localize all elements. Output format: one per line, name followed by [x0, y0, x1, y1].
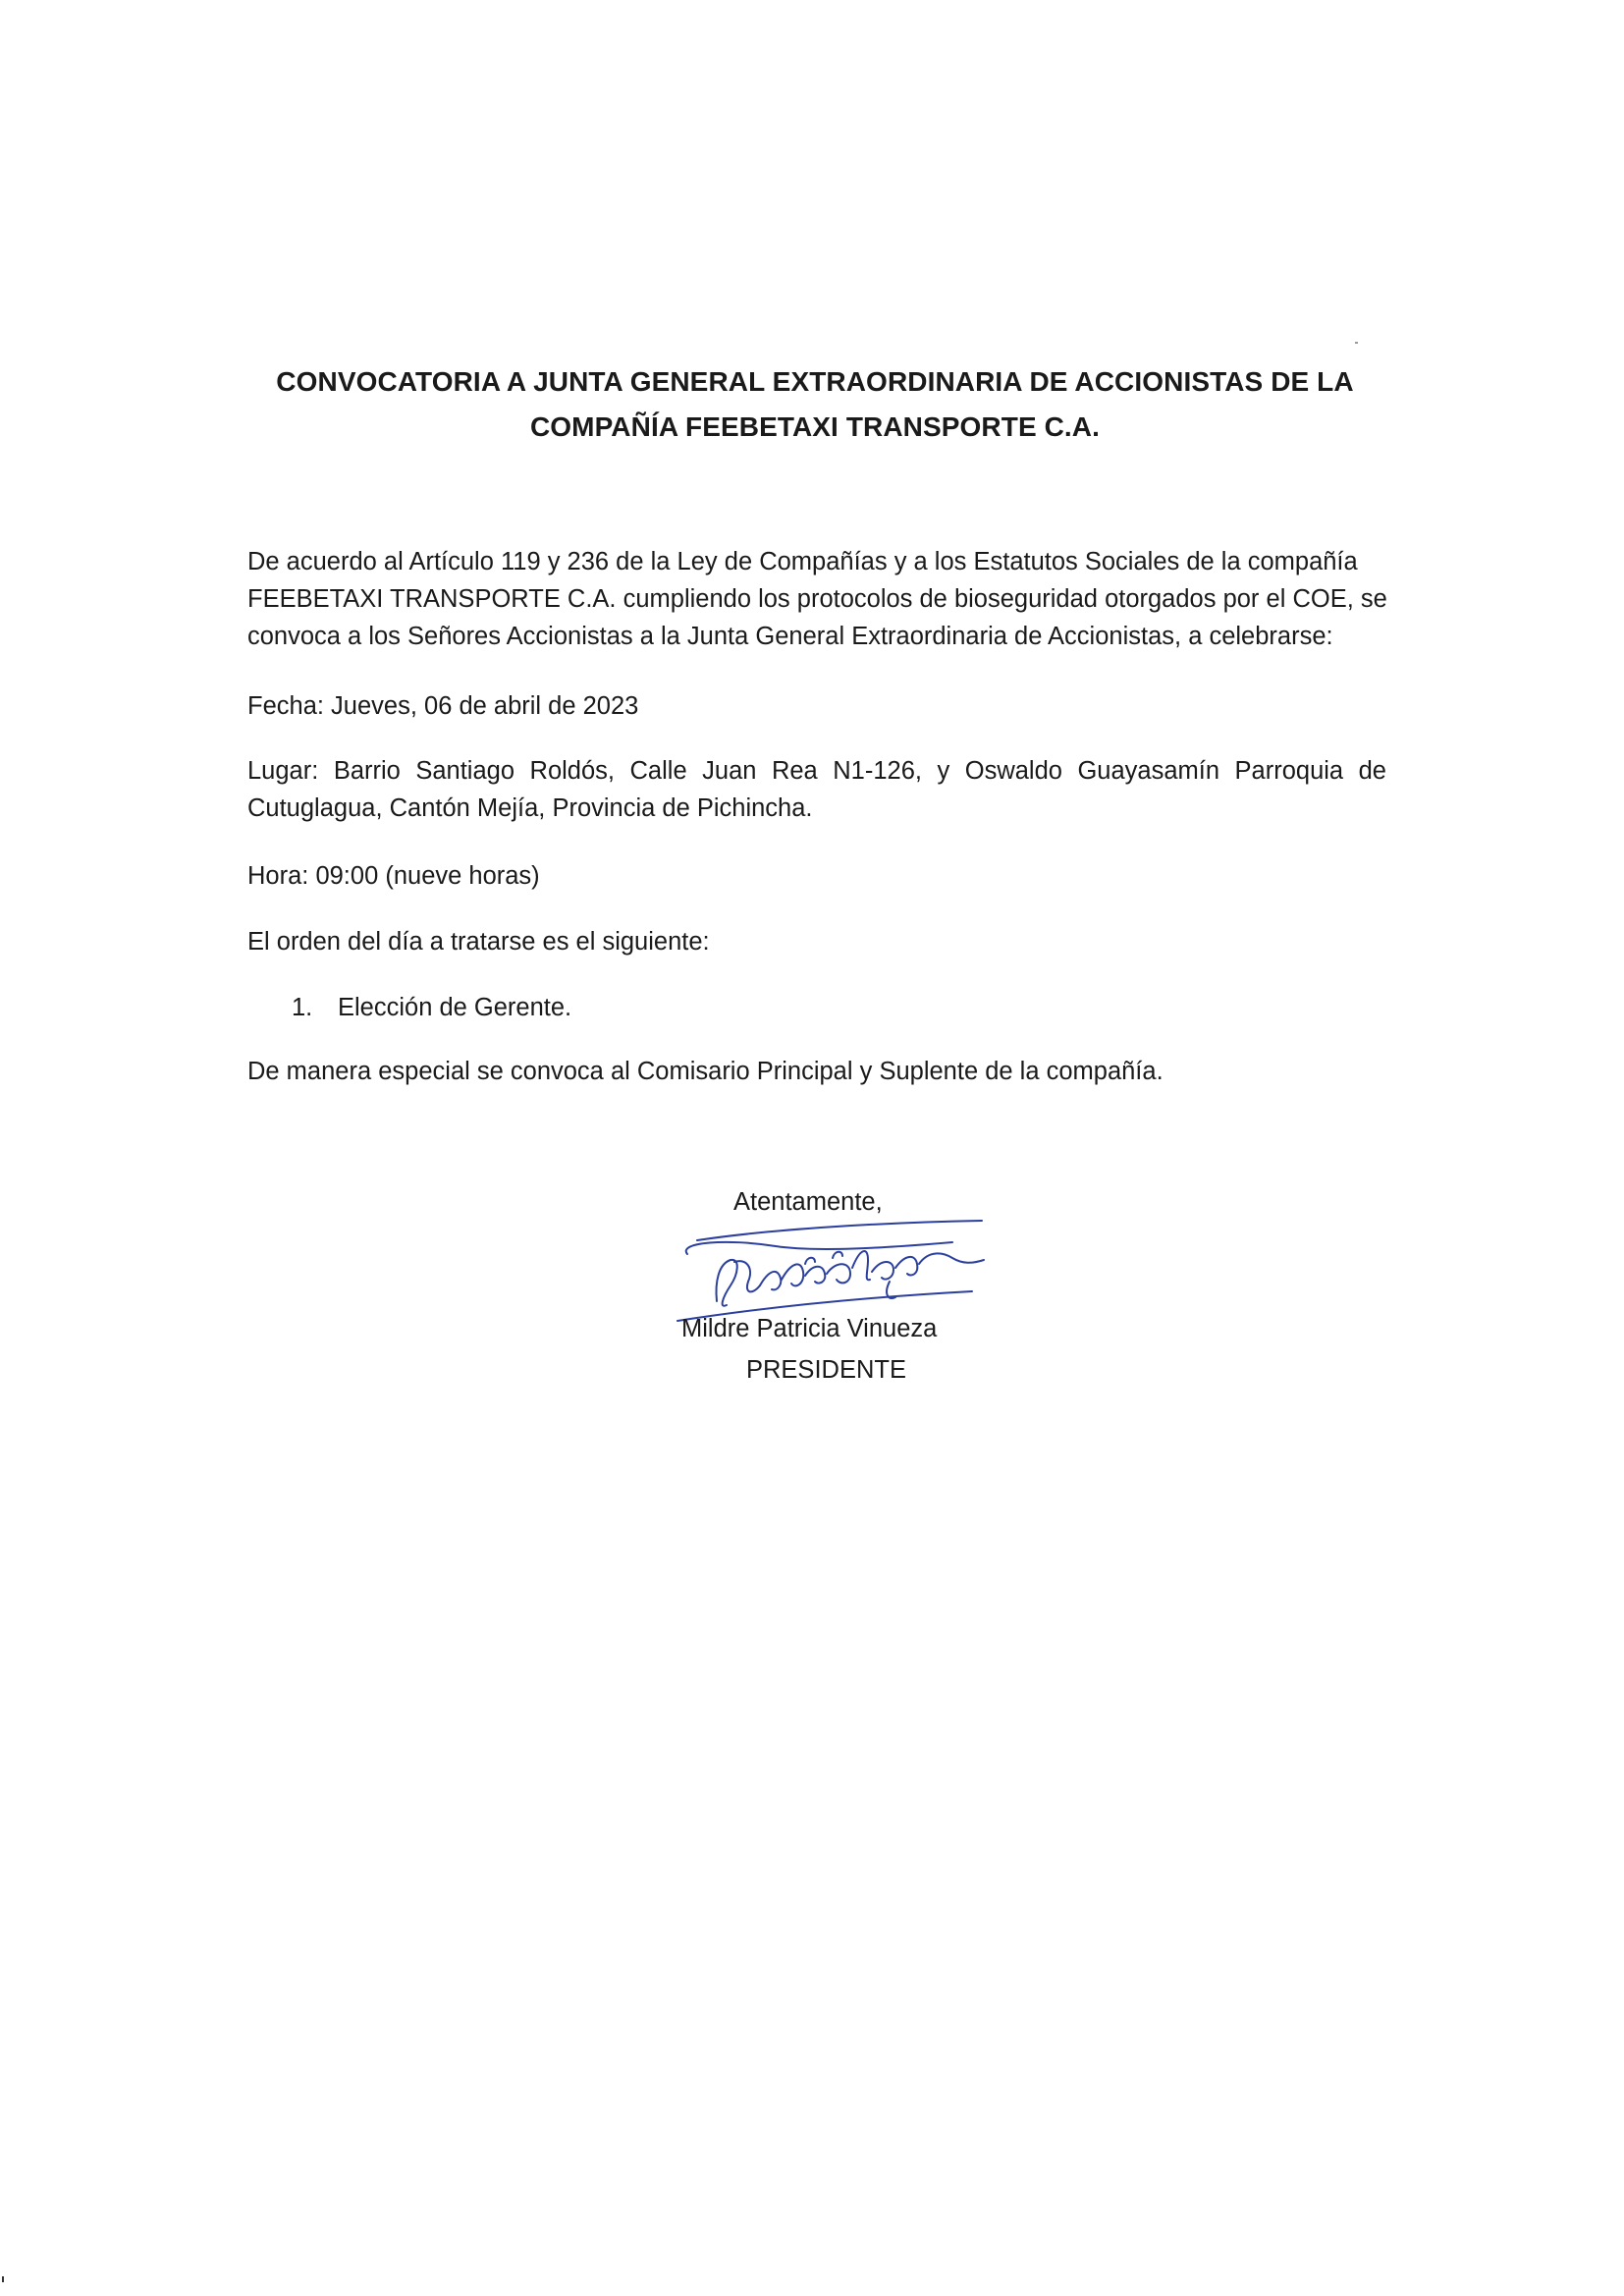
hora-line: Hora: 09:00 (nueve horas)	[247, 862, 540, 890]
agenda-item	[292, 989, 571, 1026]
agenda-item-number: 1.	[292, 994, 313, 1021]
signer-name: Mildre Patricia Vinueza	[681, 1315, 938, 1342]
agenda-item-text: Elección de Gerente.	[338, 994, 572, 1021]
scan-speck	[1355, 342, 1358, 344]
lugar-line-2: Cutuglagua, Cantón Mejía, Provincia de Pichincha.	[247, 794, 813, 822]
scan-speck	[2, 2276, 4, 2282]
orden-intro: El orden del día a tratarse es el siguiente:	[247, 928, 710, 956]
title-line-2: COMPAÑÍA FEEBETAXI TRANSPORTE C.A.	[529, 411, 1100, 442]
closing-salutation: Atentamente,	[733, 1188, 883, 1216]
lugar-paragraph	[247, 752, 1386, 827]
intro-paragraph	[247, 543, 1386, 655]
lugar-line-1: Lugar: Barrio Santiago Roldós, Calle Juan Rea N1-126, y Oswaldo Guayasamín Parroquia de	[247, 757, 1386, 785]
intro-line-2: FEEBETAXI TRANSPORTE C.A. cumpliendo los protocolos de bioseguridad otorgados por el COE, se	[247, 585, 1387, 613]
especial-paragraph: De manera especial se convoca al Comisario Principal y Suplente de la compañía.	[247, 1058, 1164, 1085]
intro-line-1: De acuerdo al Artículo 119 y 236 de la Ley de Compañías y a los Estatutos Sociales de la compañía	[247, 548, 1358, 575]
fecha-line: Fecha: Jueves, 06 de abril de 2023	[247, 692, 639, 720]
intro-line-3: convoca a los Señores Accionistas a la Junta General Extraordinaria de Accionistas, a celebrarse:	[247, 623, 1333, 650]
title-line-1: CONVOCATORIA A JUNTA GENERAL EXTRAORDINARIA DE ACCIONISTAS DE LA	[276, 366, 1354, 397]
document-title	[245, 359, 1384, 450]
signer-role: PRESIDENTE	[746, 1356, 906, 1384]
